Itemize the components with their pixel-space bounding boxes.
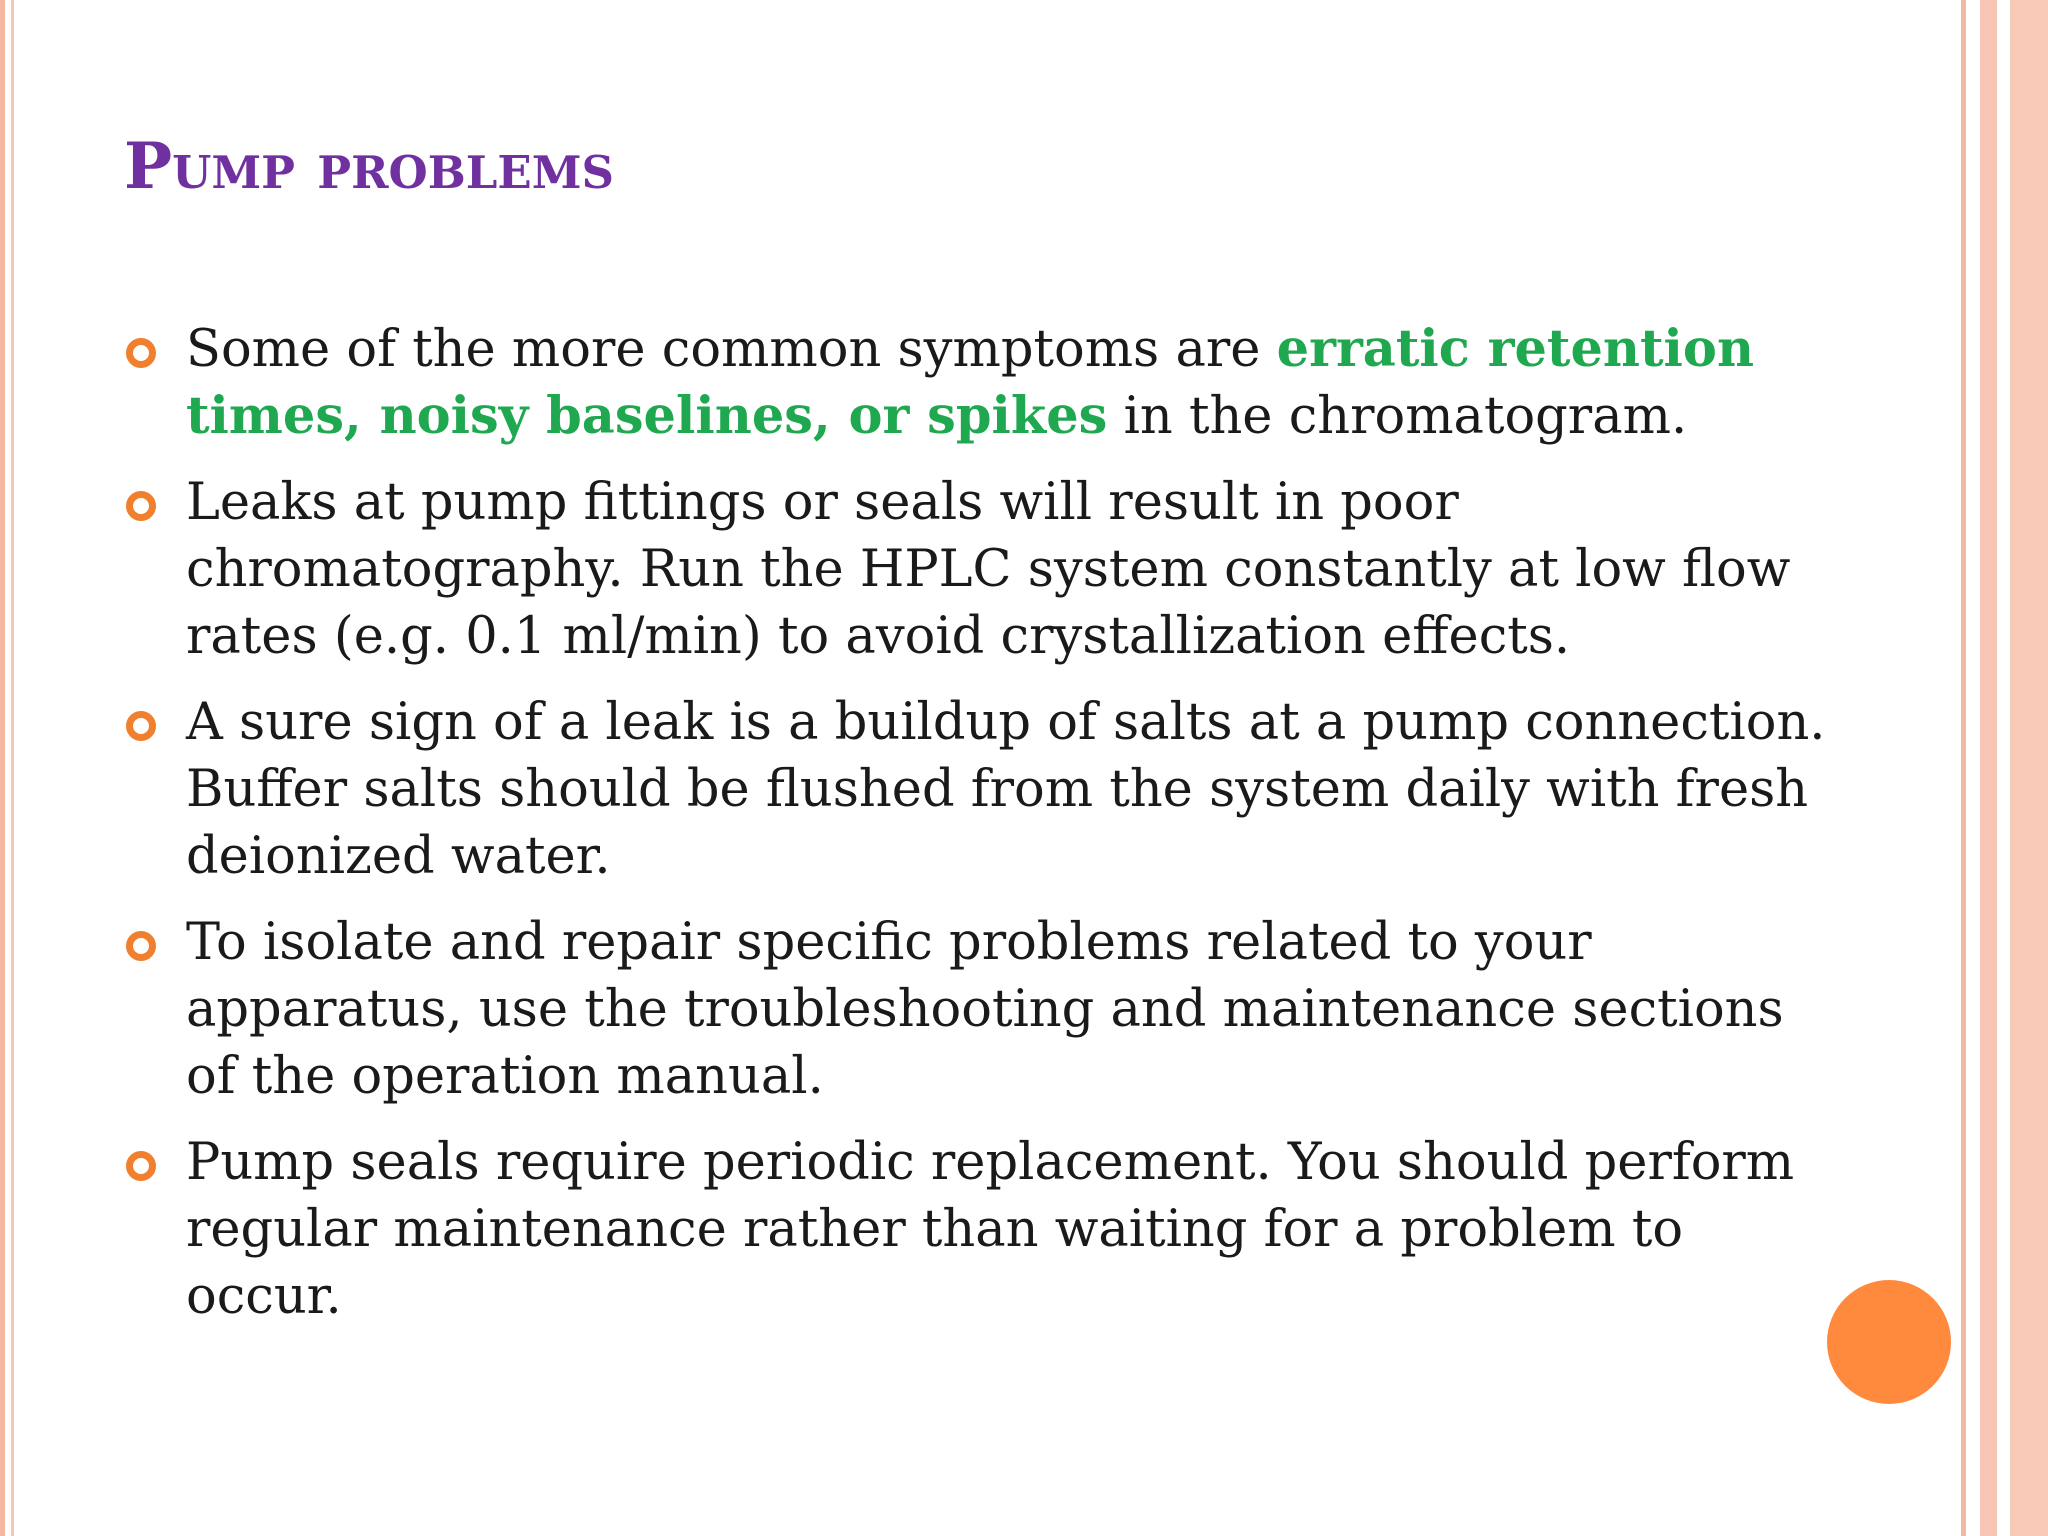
right-border-band (2010, 0, 2048, 1536)
bullet-list (186, 316, 1846, 1349)
bullet-text: Pump seals require periodic replacement. You should perform regular maintenance rather than waiting for a problem to occur. (186, 1133, 1795, 1326)
ring-bullet-icon (126, 491, 156, 521)
left-border-inner (11, 0, 14, 1536)
left-border-outer (0, 0, 5, 1536)
bullet-text-tail: in the chromatogram. (1107, 387, 1688, 446)
bullet-item (186, 1129, 1846, 1330)
bullet-text: A sure sign of a leak is a buildup of salts at a pump connection. Buffer salts should be flushed from the system daily with fresh deionized water. (186, 693, 1826, 886)
bullet-text-lead: Some of the more common symptoms are (186, 320, 1277, 379)
slide-title: Pump problems (124, 129, 615, 204)
bullet-item (186, 469, 1846, 670)
ring-bullet-icon (126, 931, 156, 961)
bullet-item (186, 689, 1846, 890)
bullet-item (186, 316, 1846, 450)
ring-bullet-icon (126, 338, 156, 368)
right-border-band (1980, 0, 1997, 1536)
bullet-text: Leaks at pump fittings or seals will result in poor chromatography. Run the HPLC system constantly at low flow rates (e.g. 0.1 ml/min) to avoid crystallization effects. (186, 473, 1791, 666)
decorative-orange-circle (1827, 1280, 1951, 1404)
right-border-band (1961, 0, 1966, 1536)
bullet-text: To isolate and repair specific problems related to your apparatus, use the troubleshooting and maintenance sections of the operation manual. (186, 913, 1784, 1106)
ring-bullet-icon (126, 1151, 156, 1181)
ring-bullet-icon (126, 711, 156, 741)
bullet-text-highlight: erratic retention times, noisy baselines, or spikes (186, 319, 1755, 446)
bullet-item (186, 909, 1846, 1110)
